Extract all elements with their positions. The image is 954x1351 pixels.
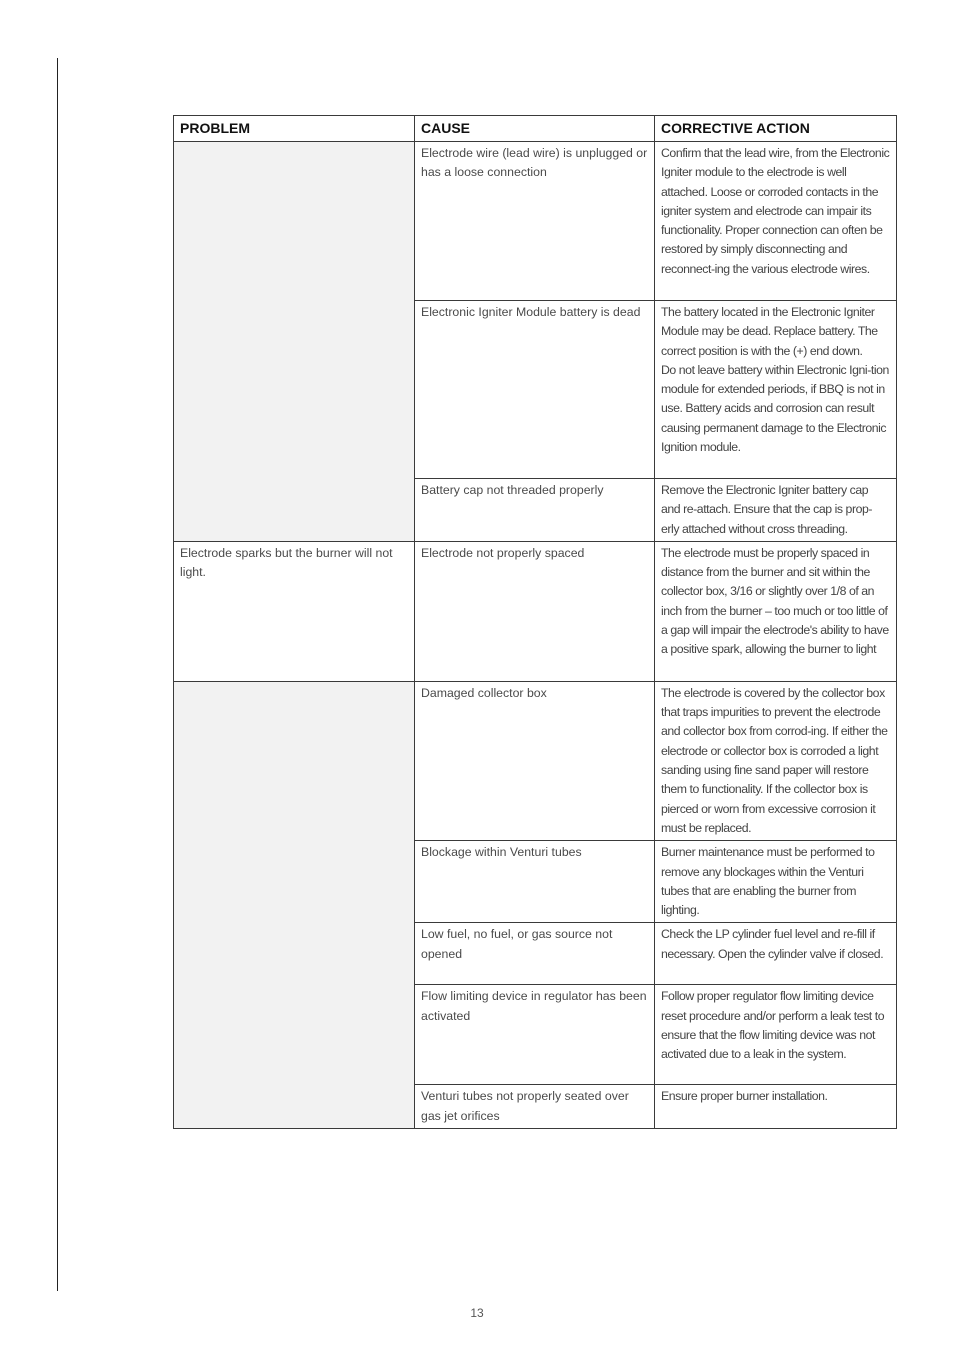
problem-cell-blank xyxy=(174,681,415,1128)
cause-cell: Flow limiting device in regulator has been activated xyxy=(415,985,655,1085)
margin-rule xyxy=(57,58,58,1291)
action-cell: Ensure proper burner installation. xyxy=(655,1085,897,1129)
cause-cell: Electrode not properly spaced xyxy=(415,541,655,681)
page-number: 13 xyxy=(470,1306,484,1320)
header-corrective-action: CORRECTIVE ACTION xyxy=(655,116,897,142)
action-cell: The electrode must be properly spaced in distance from the burner and sit within the collector box, 3/16 or slightly over 1/8 of an inch from the burner – too much or too little of a gap will impair the electrode's ability to have a positive spark, allowing the burner to light xyxy=(655,541,897,681)
cause-cell: Low fuel, no fuel, or gas source not opened xyxy=(415,923,655,985)
table-row xyxy=(174,142,897,301)
action-cell: The electrode is covered by the collector box that traps impurities to prevent the electrode and collector box from corrod-ing. If either the electrode or collector box is corroded a light sanding using fine sand paper will restore them to functionality. If the collector box is pierced or worn from excessive corrosion it must be replaced. xyxy=(655,681,897,840)
action-text: The battery located in the Electronic Igniter Module may be dead. Replace battery. The correct position is with the (+) end down. Do not leave battery within Electronic Igni-tion module for extended periods, if BBQ is not in use. Battery acids and corrosion can result causing permanent damage to the Electronic Ignition module. xyxy=(661,305,889,455)
action-cell: Remove the Electronic Igniter battery cap and re-attach. Ensure that the cap is prop-erly attached without cross threading. xyxy=(655,479,897,542)
action-cell: Check the LP cylinder fuel level and re-fill if necessary. Open the cylinder valve if closed. xyxy=(655,923,897,985)
action-cell: Burner maintenance must be performed to remove any blockages within the Venturi tubes that are enabling the burner from lighting. xyxy=(655,841,897,923)
cause-cell: Venturi tubes not properly seated over gas jet orifices xyxy=(415,1085,655,1129)
header-cause: CAUSE xyxy=(415,116,655,142)
cause-cell: Damaged collector box xyxy=(415,681,655,840)
action-cell: Follow proper regulator flow limiting device reset procedure and/or perform a leak test to ensure that the flow limiting device was not activated due to a leak in the system. xyxy=(655,985,897,1085)
table-header-row xyxy=(174,116,897,142)
action-cell: Confirm that the lead wire, from the Electronic Igniter module to the electrode is well attached. Loose or corroded contacts in the igniter system and electrode can impair its functionality. Proper connection can often be restored by simply disconnecting and reconnect-ing the various electrode wires. xyxy=(655,142,897,301)
cause-cell: Battery cap not threaded properly xyxy=(415,479,655,542)
cause-cell: Electronic Igniter Module battery is dead xyxy=(415,301,655,479)
table-row xyxy=(174,541,897,681)
table-row xyxy=(174,681,897,840)
problem-cell-blank xyxy=(174,142,415,542)
problem-cell: Electrode sparks but the burner will not light. xyxy=(174,541,415,681)
cause-cell: Blockage within Venturi tubes xyxy=(415,841,655,923)
cause-cell: Electrode wire (lead wire) is unplugged or has a loose connection xyxy=(415,142,655,301)
header-problem: PROBLEM xyxy=(174,116,415,142)
action-cell xyxy=(655,301,897,479)
troubleshooting-table xyxy=(173,115,897,1129)
